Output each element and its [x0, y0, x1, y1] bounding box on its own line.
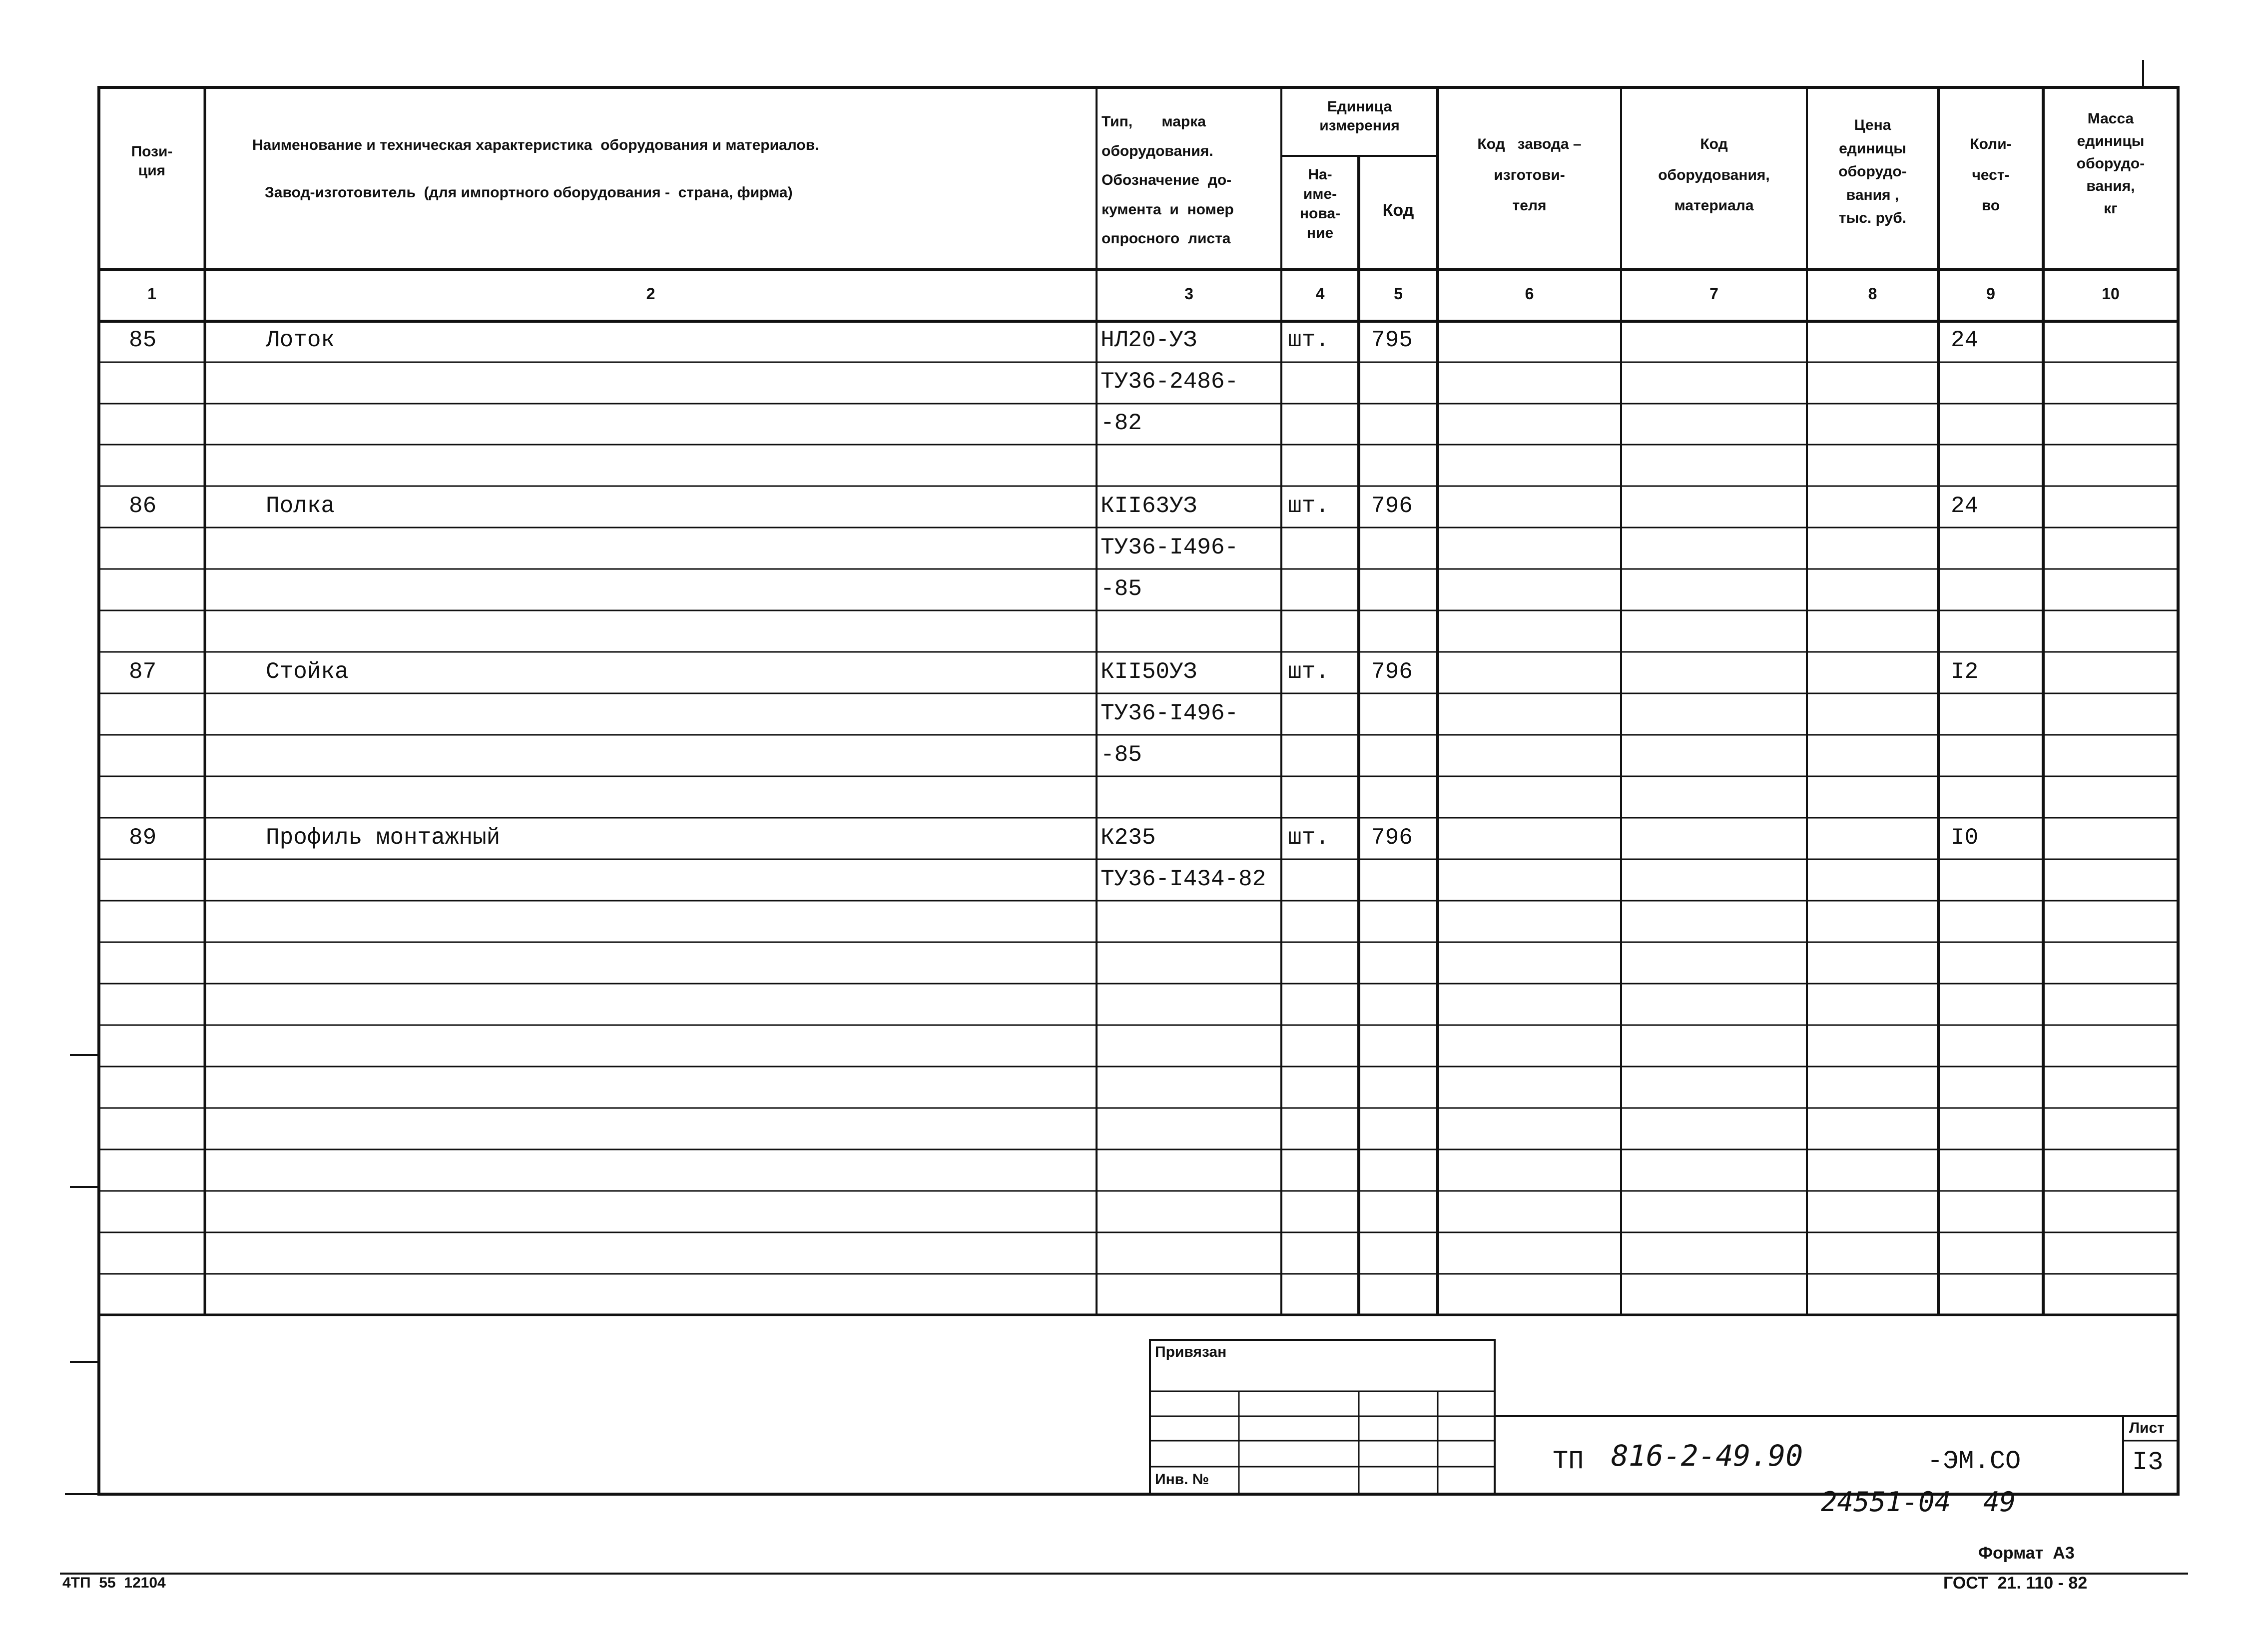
- colnum-7: 7: [1709, 285, 1718, 303]
- cell-unit-code: 796: [1371, 493, 1413, 519]
- cell-name: Полка: [266, 493, 335, 519]
- cell-quantity: I2: [1951, 659, 1979, 685]
- colnum-3: 3: [1184, 285, 1193, 303]
- stamp-doc-suffix: -ЭМ.СО: [1927, 1447, 2021, 1476]
- stamp-doc-number: 816-2-49.90: [1611, 1439, 1803, 1473]
- cell-unit: шт.: [1288, 825, 1329, 851]
- archive-number: 4ТП 55 12104: [62, 1575, 166, 1591]
- cell-type: ТУ36-I496-: [1101, 535, 1239, 560]
- colnum-8: 8: [1868, 285, 1877, 303]
- cell-unit: шт.: [1288, 659, 1329, 685]
- cell-unit-code: 795: [1371, 327, 1413, 353]
- colnum-1: 1: [147, 285, 156, 303]
- header-type: Тип, марка оборудования. Обозначение до- кумента и номер опросного листа: [1102, 113, 1234, 247]
- gost-label: ГОСТ 21. 110 - 82: [1943, 1574, 2088, 1593]
- stamp-inv-no: Инв. №: [1155, 1471, 1209, 1488]
- cell-type: К235: [1101, 825, 1156, 851]
- stamp-sheet-label: Лист: [2129, 1420, 2165, 1436]
- cell-unit: шт.: [1288, 327, 1329, 353]
- header-unit-name: На- име- нова- ние: [1299, 166, 1341, 241]
- cell-position: 89: [129, 825, 157, 851]
- cell-type: ТУ36-2486-: [1101, 369, 1239, 395]
- cell-name: Стойка: [266, 659, 349, 685]
- colnum-2: 2: [646, 285, 655, 303]
- cell-quantity: 24: [1951, 327, 1979, 353]
- cell-position: 87: [129, 659, 157, 685]
- header-name-line1: Наименование и техническая характеристика оборудования и материалов.: [252, 137, 819, 153]
- colnum-6: 6: [1525, 285, 1534, 303]
- stamp-privyazan: Привязан: [1155, 1344, 1227, 1360]
- header-quantity: Коли- чест- во: [1970, 136, 2012, 214]
- handwritten-number: 24551-04 49: [1821, 1486, 2016, 1518]
- cell-name: Профиль монтажный: [266, 825, 501, 851]
- colnum-5: 5: [1394, 285, 1403, 303]
- cell-position: 86: [129, 493, 157, 519]
- header-unit-group: Единица измерения: [1319, 98, 1400, 134]
- cell-type: НЛ20-УЗ: [1101, 327, 1197, 353]
- cell-type: ТУ36-I434-82: [1101, 866, 1266, 892]
- cell-unit-code: 796: [1371, 659, 1413, 685]
- colnum-9: 9: [1986, 285, 1995, 303]
- header-mass: Масса единицы оборудо- вания, кг: [2076, 110, 2145, 217]
- cell-type: КII50УЗ: [1101, 659, 1197, 685]
- cell-position: 85: [129, 327, 157, 353]
- colnum-10: 10: [2102, 285, 2120, 303]
- cell-quantity: 24: [1951, 493, 1979, 519]
- header-unit-code: Код: [1382, 201, 1414, 220]
- cell-type: КII63УЗ: [1101, 493, 1197, 519]
- cell-type: -85: [1101, 576, 1142, 602]
- cell-unit-code: 796: [1371, 825, 1413, 851]
- colnum-4: 4: [1315, 285, 1325, 303]
- header-equipment-code: Код оборудования, материала: [1658, 136, 1770, 214]
- cell-type: ТУ36-I496-: [1101, 700, 1239, 726]
- cell-quantity: I0: [1951, 825, 1979, 851]
- header-factory-code: Код завода – изготови- теля: [1477, 136, 1582, 214]
- cell-name: Лоток: [266, 327, 335, 353]
- format-label: Формат А3: [1978, 1544, 2075, 1563]
- stamp-sheet-number: I3: [2132, 1448, 2164, 1477]
- cell-type: -82: [1101, 410, 1142, 436]
- cell-type: -85: [1101, 742, 1142, 768]
- header-position: Пози- ция: [131, 143, 173, 179]
- header-price: Цена единицы оборудо- вания , тыс. руб.: [1838, 117, 1907, 226]
- header-name-line2: Завод-изготовитель (для импортного оборудования - страна, фирма): [265, 184, 793, 201]
- stamp-tp-prefix: ТП: [1553, 1447, 1584, 1476]
- cell-unit: шт.: [1288, 493, 1329, 519]
